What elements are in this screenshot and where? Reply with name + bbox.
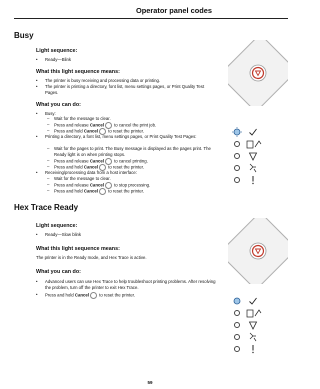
light-sequence-item: • Ready—Blink bbox=[38, 57, 216, 63]
section-title-busy: Busy bbox=[14, 31, 34, 40]
todo-subitem: – Press and hold Cancel to reset the printer. bbox=[47, 128, 215, 135]
error-icon bbox=[249, 344, 257, 354]
paper-jam-icon bbox=[248, 163, 258, 173]
todo-item: • Busy: bbox=[38, 111, 216, 117]
toner-led bbox=[234, 153, 240, 159]
operator-panel-illustration bbox=[228, 40, 288, 106]
toner-icon bbox=[248, 151, 258, 161]
light-sequence-heading: Light sequence: bbox=[36, 223, 78, 229]
paper-load-icon bbox=[246, 139, 262, 149]
paper-jam-led bbox=[234, 334, 240, 340]
means-heading: What this light sequence means: bbox=[36, 69, 120, 75]
paper-jam-led bbox=[234, 165, 240, 171]
error-icon bbox=[249, 175, 257, 185]
todo-heading: What you can do: bbox=[36, 269, 81, 275]
means-item: • The printer is busy receiving and processing data or printing. bbox=[38, 78, 216, 84]
light-sequence-heading: Light sequence: bbox=[36, 48, 78, 54]
cancel-icon bbox=[99, 188, 106, 195]
page-header-title: Operator panel codes bbox=[136, 6, 212, 15]
todo-item: • Printing a directory, a font list, menu settings pages, or Print Quality Test Pages: bbox=[38, 134, 216, 140]
paper-jam-icon bbox=[248, 332, 258, 342]
todo-subitem: – Wait for the pages to print. The Busy message is displayed as the pages print. The Ready light is on when printing stops. bbox=[47, 146, 215, 157]
todo-subitem: – Wait for the message to clear. bbox=[47, 116, 215, 122]
todo-subitem: – Press and release Cancel to stop processing. bbox=[47, 182, 215, 189]
toner-icon bbox=[248, 320, 258, 330]
page-number: 59 bbox=[147, 380, 153, 385]
todo-subitem: – Press and release Cancel to cancel printing. bbox=[47, 158, 215, 165]
error-led bbox=[234, 346, 240, 352]
error-led bbox=[234, 177, 240, 183]
todo-item: • Receiving/processing data from a host interface: bbox=[38, 170, 216, 176]
ready-icon bbox=[248, 296, 258, 306]
todo-subitem: – Press and release Cancel to cancel the print job. bbox=[47, 122, 215, 129]
todo-subitem: – Press and hold Cancel to reset the printer. bbox=[47, 188, 215, 195]
light-sequence-item: • Ready—Slow blink bbox=[38, 232, 216, 238]
cancel-icon bbox=[90, 292, 97, 299]
todo-heading: What you can do: bbox=[36, 102, 81, 108]
paper-load-icon bbox=[246, 308, 262, 318]
ready-led-lit bbox=[232, 127, 242, 137]
ready-led-slow-blink bbox=[232, 296, 242, 306]
ready-icon bbox=[248, 127, 258, 137]
toner-led bbox=[234, 322, 240, 328]
todo-subitem: – Wait for the message to clear. bbox=[47, 176, 215, 182]
todo-item: • Press and hold Cancel to reset the printer. bbox=[38, 292, 216, 299]
todo-subitem: – Press and hold Cancel to reset the printer. bbox=[47, 164, 215, 171]
section-title-hex-trace: Hex Trace Ready bbox=[14, 203, 79, 212]
page-header bbox=[14, 2, 288, 20]
means-heading: What this light sequence means: bbox=[36, 246, 120, 252]
means-item: • The printer is printing a directory, font list, menu settings pages, or Print Quality Test Pages. bbox=[38, 84, 216, 95]
todo-item: • Advanced users can use Hex Trace to help troubleshoot printing problems. After resolving the problem, turn off the printer to exit Hex Trace. bbox=[38, 279, 216, 290]
operator-panel-illustration bbox=[228, 218, 288, 284]
header-rule bbox=[14, 18, 288, 19]
paper-led bbox=[234, 310, 240, 316]
paper-led bbox=[234, 141, 240, 147]
means-text: The printer is in the Ready mode, and Hex Trace is active. bbox=[36, 255, 147, 260]
